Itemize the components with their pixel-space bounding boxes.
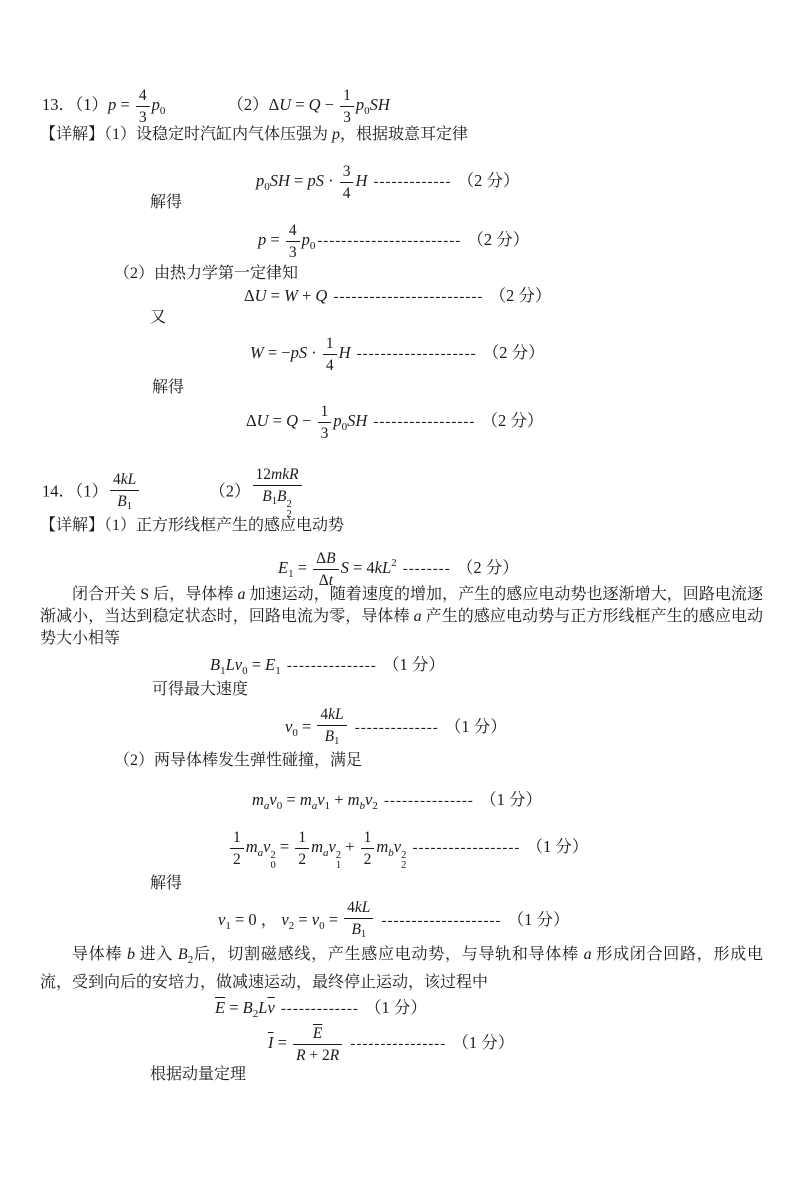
fraction-denominator [340,183,354,203]
math-variable: t [328,571,334,589]
static-text: 进入 [134,946,178,963]
static-text: 12 [255,466,271,483]
math-variable: v [281,910,289,929]
math-variable: E [265,655,276,674]
label-momentum-theorem [150,1064,246,1086]
formula-first-law [244,274,551,319]
math-overbar-variable: $\overline{v}$ [267,998,275,1017]
fraction-denominator [344,919,373,944]
math-fraction [293,1024,342,1065]
math-variable: kL [354,899,371,917]
fraction-denominator [361,849,375,869]
math-overbar-variable: $\overline{I}$ [268,1033,274,1052]
static-text: 后，切割磁感线，产生感应电动势，与导轨和导体棒 [193,946,584,963]
math-variable: p [355,95,365,114]
math-variable: p [333,411,342,430]
static-text: = [266,286,285,305]
math-fraction [340,86,354,127]
math-fraction [253,465,302,520]
static-text: 4 [113,470,121,488]
math-variable: p [151,95,160,114]
static-text: = [225,998,243,1017]
static-text: = [268,411,287,430]
label-max-speed [152,679,248,701]
fraction-numerator [317,705,346,726]
math-variable: SH [347,411,368,430]
fraction-numerator [313,549,338,570]
math-fraction [317,705,346,751]
math-subscript: 1 [324,800,331,812]
static-text: 4 [320,706,329,724]
static-text: 3 [288,243,297,261]
static-text: （1 分） [360,998,427,1017]
formula-internal-energy-result [246,399,543,449]
math-variable: Lv [225,655,243,674]
math-fraction [318,402,332,443]
math-subscript: 1 [288,568,294,580]
static-text: 加速运动，随着速度的增加，产生的感应电动势也逐渐增大，回路电流逐渐减小，当达到稳定状态时，回路电流为零，导体棒 [40,586,763,625]
math-variable: m [376,837,389,856]
fraction-numerator [340,86,354,107]
fraction-numerator [136,86,150,107]
math-subscript: 2 [401,860,407,871]
math-fraction [361,828,375,869]
static-text: Δ [246,411,257,430]
static-text: （1 分） [503,910,570,929]
math-subscript: a [257,847,264,859]
static-text: 1 [233,828,241,846]
math-subscript: b [388,847,394,859]
math-variable: B [117,492,127,510]
dotted-leader: ---------------- [350,1036,447,1052]
math-subscript: 1 [220,665,226,677]
math-subscript: 1 [334,736,340,748]
math-superscript: 2 [401,850,407,861]
math-variable: p [332,126,341,143]
math-variable: H [338,343,351,362]
math-variable: Q [308,95,321,114]
label-solve-1 [150,192,182,214]
static-text: （2）两导体棒发生弹性碰撞，满足 [114,752,363,769]
static-text: · [323,171,338,190]
dotted-leader: -------------------- [381,913,502,929]
static-text: （2 分） [478,343,545,362]
static-text: + [297,286,316,305]
static-text: 4 [325,356,334,374]
fraction-denominator [295,849,309,869]
static-text: 13．（1） [42,95,108,114]
static-text: = [294,910,312,929]
math-subscript: 0 [341,421,348,433]
dotted-leader: ------------- [280,1001,359,1017]
math-subscript: 2 [187,954,194,966]
static-text: Δ [318,571,329,589]
static-text: · [307,343,321,362]
math-subscript: 2 [252,1008,259,1020]
static-text: （1 分） [522,837,589,856]
fraction-denominator [317,726,346,751]
math-variable: v [317,790,325,809]
static-text: 2 [298,850,307,868]
fraction-numerator [110,470,139,491]
dotted-leader: ----------------- [373,414,476,430]
math-subscript: 0 [242,665,248,677]
fraction-denominator [230,849,244,869]
static-text [406,837,410,856]
static-text: 3 [342,162,351,180]
static-text: 4 [347,899,355,917]
fraction-denominator [323,355,337,375]
fraction-numerator [253,465,302,486]
dotted-leader: -------- [402,561,451,577]
math-variable: B [351,921,361,939]
dotted-leader: -------------------- [356,346,477,362]
static-text: （2） [209,481,251,501]
math-subscript: 0 [319,920,325,932]
static-text: 3 [320,424,329,442]
math-subscript: 0 [292,727,298,739]
math-variable: mkR [271,466,299,483]
math-overbar-variable: $\overline{E}$ [215,998,226,1017]
math-fraction [344,898,373,944]
static-text: （1 分） [440,717,507,736]
fraction-denominator [318,423,332,443]
static-text: 形成闭合回路，形成电流，受到向后的安培力，做减速运动，最终停止运动，该过程中 [40,946,763,991]
static-text: （1 分） [448,1033,515,1052]
static-text: = [116,95,134,114]
static-text: 1 [343,86,351,104]
static-text: Δ [244,286,255,305]
math-variable: B [324,728,335,746]
static-text: （2 分） [477,411,544,430]
math-variable: Q [315,286,328,305]
static-text: ，根据玻意耳定律 [340,126,469,143]
fraction-numerator [340,162,354,183]
static-text: 2 [363,850,372,868]
math-subscript: 1 [360,929,367,941]
static-text: 导体棒 [72,946,127,963]
static-text: 1 [325,334,334,352]
dotted-leader: ------------------------- [333,289,484,305]
fraction-denominator [286,242,300,262]
dotted-leader: -------------- [354,720,439,736]
math-variable: pS [307,171,324,190]
static-text [367,171,371,190]
math-fraction [286,221,300,262]
static-text: （2）由热力学第一定律知 [114,265,299,282]
math-variable: m [311,837,323,856]
math-variable: a [583,946,592,963]
math-variable: v [263,837,271,856]
math-fraction [323,334,337,375]
math-variable: v [311,910,320,929]
static-text: + 2 [305,1046,330,1064]
static-text: 【详解】（1）正方形线框产生的感应电动势 [40,517,345,534]
math-variable: p [108,95,117,114]
static-text: = [273,1033,292,1052]
math-variable: v [393,837,402,856]
math-subscript: 0 [309,240,316,252]
static-text: = [247,655,266,674]
math-variable: kL [374,558,392,577]
math-variable: a [237,586,246,603]
math-subscript: 1 [275,665,281,677]
math-variable: B [242,998,253,1017]
math-variable: v [218,910,226,929]
answer-14-header [42,465,304,520]
static-text: = [297,717,316,736]
fraction-numerator [230,828,244,849]
math-subscript: a [322,847,329,859]
static-text: + [341,837,359,856]
math-variable: W [250,343,264,362]
math-subscript: a [311,800,318,812]
math-variable: a [413,607,422,625]
math-subscript: 1 [335,860,342,871]
math-variable: v [365,790,373,809]
static-text: 1 [298,828,307,846]
static-text: = 0 ， [230,910,282,929]
math-fraction [110,470,139,516]
math-variable: v [269,790,277,809]
detail-14-intro [40,515,344,537]
static-text [349,717,353,736]
static-text: = [324,910,343,929]
static-text: （2 分） [463,230,530,249]
math-variable: p [301,230,310,249]
dotted-leader: ------------------ [412,840,521,856]
math-variable: B [210,655,221,674]
fraction-denominator [110,491,139,516]
math-fraction [136,86,150,127]
math-variable: m [245,837,258,856]
static-text: 可得最大速度 [152,681,249,698]
math-subscript: 0 [276,800,283,812]
dotted-leader: --------------- [286,658,377,674]
static-text: 1 [363,828,372,846]
math-subscript: a [263,800,270,812]
formula-momentum-conservation [252,778,542,828]
formula-average-current [268,1021,514,1066]
math-variable: kL [120,470,137,488]
math-overbar-variable: $\overline{E}$ [312,1024,323,1042]
static-text [327,286,331,305]
fraction-denominator [293,1045,342,1065]
label-14-part2 [114,750,362,772]
static-text: = [282,790,300,809]
math-variable: p [256,171,265,190]
static-text: （2 分） [452,558,519,577]
static-text [397,558,401,577]
static-text: + [330,790,348,809]
fraction-numerator [344,898,373,919]
label-solve-2 [152,377,184,399]
dotted-leader: ------------------------ [317,233,462,249]
math-variable: B [177,946,188,963]
math-subscript: 0 [159,105,166,117]
math-variable: U [256,411,269,430]
static-text: 1 [320,402,329,420]
static-text: = [266,230,284,249]
math-variable: SH [269,171,290,190]
math-variable: SH [369,95,390,114]
static-text [281,655,285,674]
formula-pressure-result [258,218,529,268]
static-text: 解得 [150,194,183,211]
static-text: = [275,837,294,856]
static-text: = 4 [348,558,375,577]
math-variable: b [126,946,135,963]
static-text: 4 [288,221,297,239]
math-superscript: 2 [391,557,397,569]
math-subscript: 2 [288,920,295,932]
math-variable: kL [328,706,344,724]
static-text: 3 [343,108,351,126]
formula-work [250,331,545,376]
static-text: （2 分） [485,286,552,305]
math-variable: H [355,171,368,190]
static-text [275,998,279,1017]
static-text: 4 [138,86,147,104]
math-variable: W [284,286,298,305]
static-text: = [291,95,309,114]
formula-energy-conservation [228,825,588,875]
static-text: Δ [316,549,327,567]
math-variable: m [299,790,312,809]
math-variable: m [252,790,264,809]
math-variable: R [296,1046,306,1064]
static-text: 又 [150,309,167,326]
math-subscript: 1 [271,496,278,507]
math-variable: v [328,837,336,856]
static-text: 4 [342,184,351,202]
static-text: 解得 [152,379,185,396]
static-text [367,411,371,430]
math-variable: R [329,1046,340,1064]
fraction-numerator [323,334,337,355]
math-variable: U [279,95,292,114]
static-text: 根据动量定理 [150,1066,247,1083]
static-text: 闭合开关 S 后，导体棒 [72,586,238,603]
label-solve-3 [150,873,182,895]
math-variable: U [254,286,267,305]
math-subscript: 1 [126,500,132,512]
static-text: 2 [233,850,241,868]
math-subscript: 2 [372,800,378,812]
math-variable: v [285,717,293,736]
static-text: 【详解】（1）设稳定时汽缸内气体压强为 [40,126,333,143]
static-text: − [320,95,339,114]
dotted-leader: ------------- [373,174,452,190]
math-subscript: 0 [264,181,270,193]
para-switch-closed [40,584,763,649]
math-variable: E [278,558,289,577]
math-variable: pS [290,343,308,362]
fraction-numerator [295,828,309,849]
math-variable: B [262,488,272,505]
static-text: （2 分） [453,171,520,190]
static-text: （2）Δ [227,95,280,114]
formula-collision-result [218,898,569,948]
math-superscript: 2 [286,499,292,510]
math-subscript: b [359,800,366,812]
static-text: 14．（1） [42,481,108,501]
static-text [344,1033,348,1052]
math-variable: p [258,230,267,249]
static-text: 解得 [150,875,183,892]
static-text: （1 分） [378,655,445,674]
static-text: = [293,558,312,577]
math-fraction [295,828,309,869]
static-text [351,343,355,362]
static-text [378,790,382,809]
math-variable: S [340,558,349,577]
math-subscript: 0 [270,860,276,871]
math-variable: L [258,998,268,1017]
math-superscript: 2 [270,850,276,861]
math-superscript: 2 [335,850,342,861]
formula-max-speed [285,705,507,755]
static-text [375,910,379,929]
math-fraction [340,162,354,203]
fraction-numerator [286,221,300,242]
formula-boyle-law [256,159,519,209]
static-text: 3 [138,108,147,126]
fraction-numerator [293,1024,342,1045]
math-variable: m [347,790,360,809]
static-text: = [289,171,308,190]
math-fraction [230,828,244,869]
detail-13-intro [40,124,468,146]
static-text: − [298,411,316,430]
math-variable: B [326,549,336,567]
static-text: = − [263,343,291,362]
fraction-numerator [318,402,332,423]
math-variable: Q [286,411,299,430]
math-subscript: 0 [364,105,370,117]
fraction-numerator [361,828,375,849]
math-subscript: 1 [225,920,231,932]
static-text: 产生的感应电动势与正方形线框产生的感应电动势大小相等 [40,607,763,647]
dotted-leader: --------------- [384,793,474,809]
math-subscript: 2 [286,509,292,520]
math-variable: B [277,488,287,505]
static-text: （1 分） [475,790,542,809]
label-also [150,307,166,329]
